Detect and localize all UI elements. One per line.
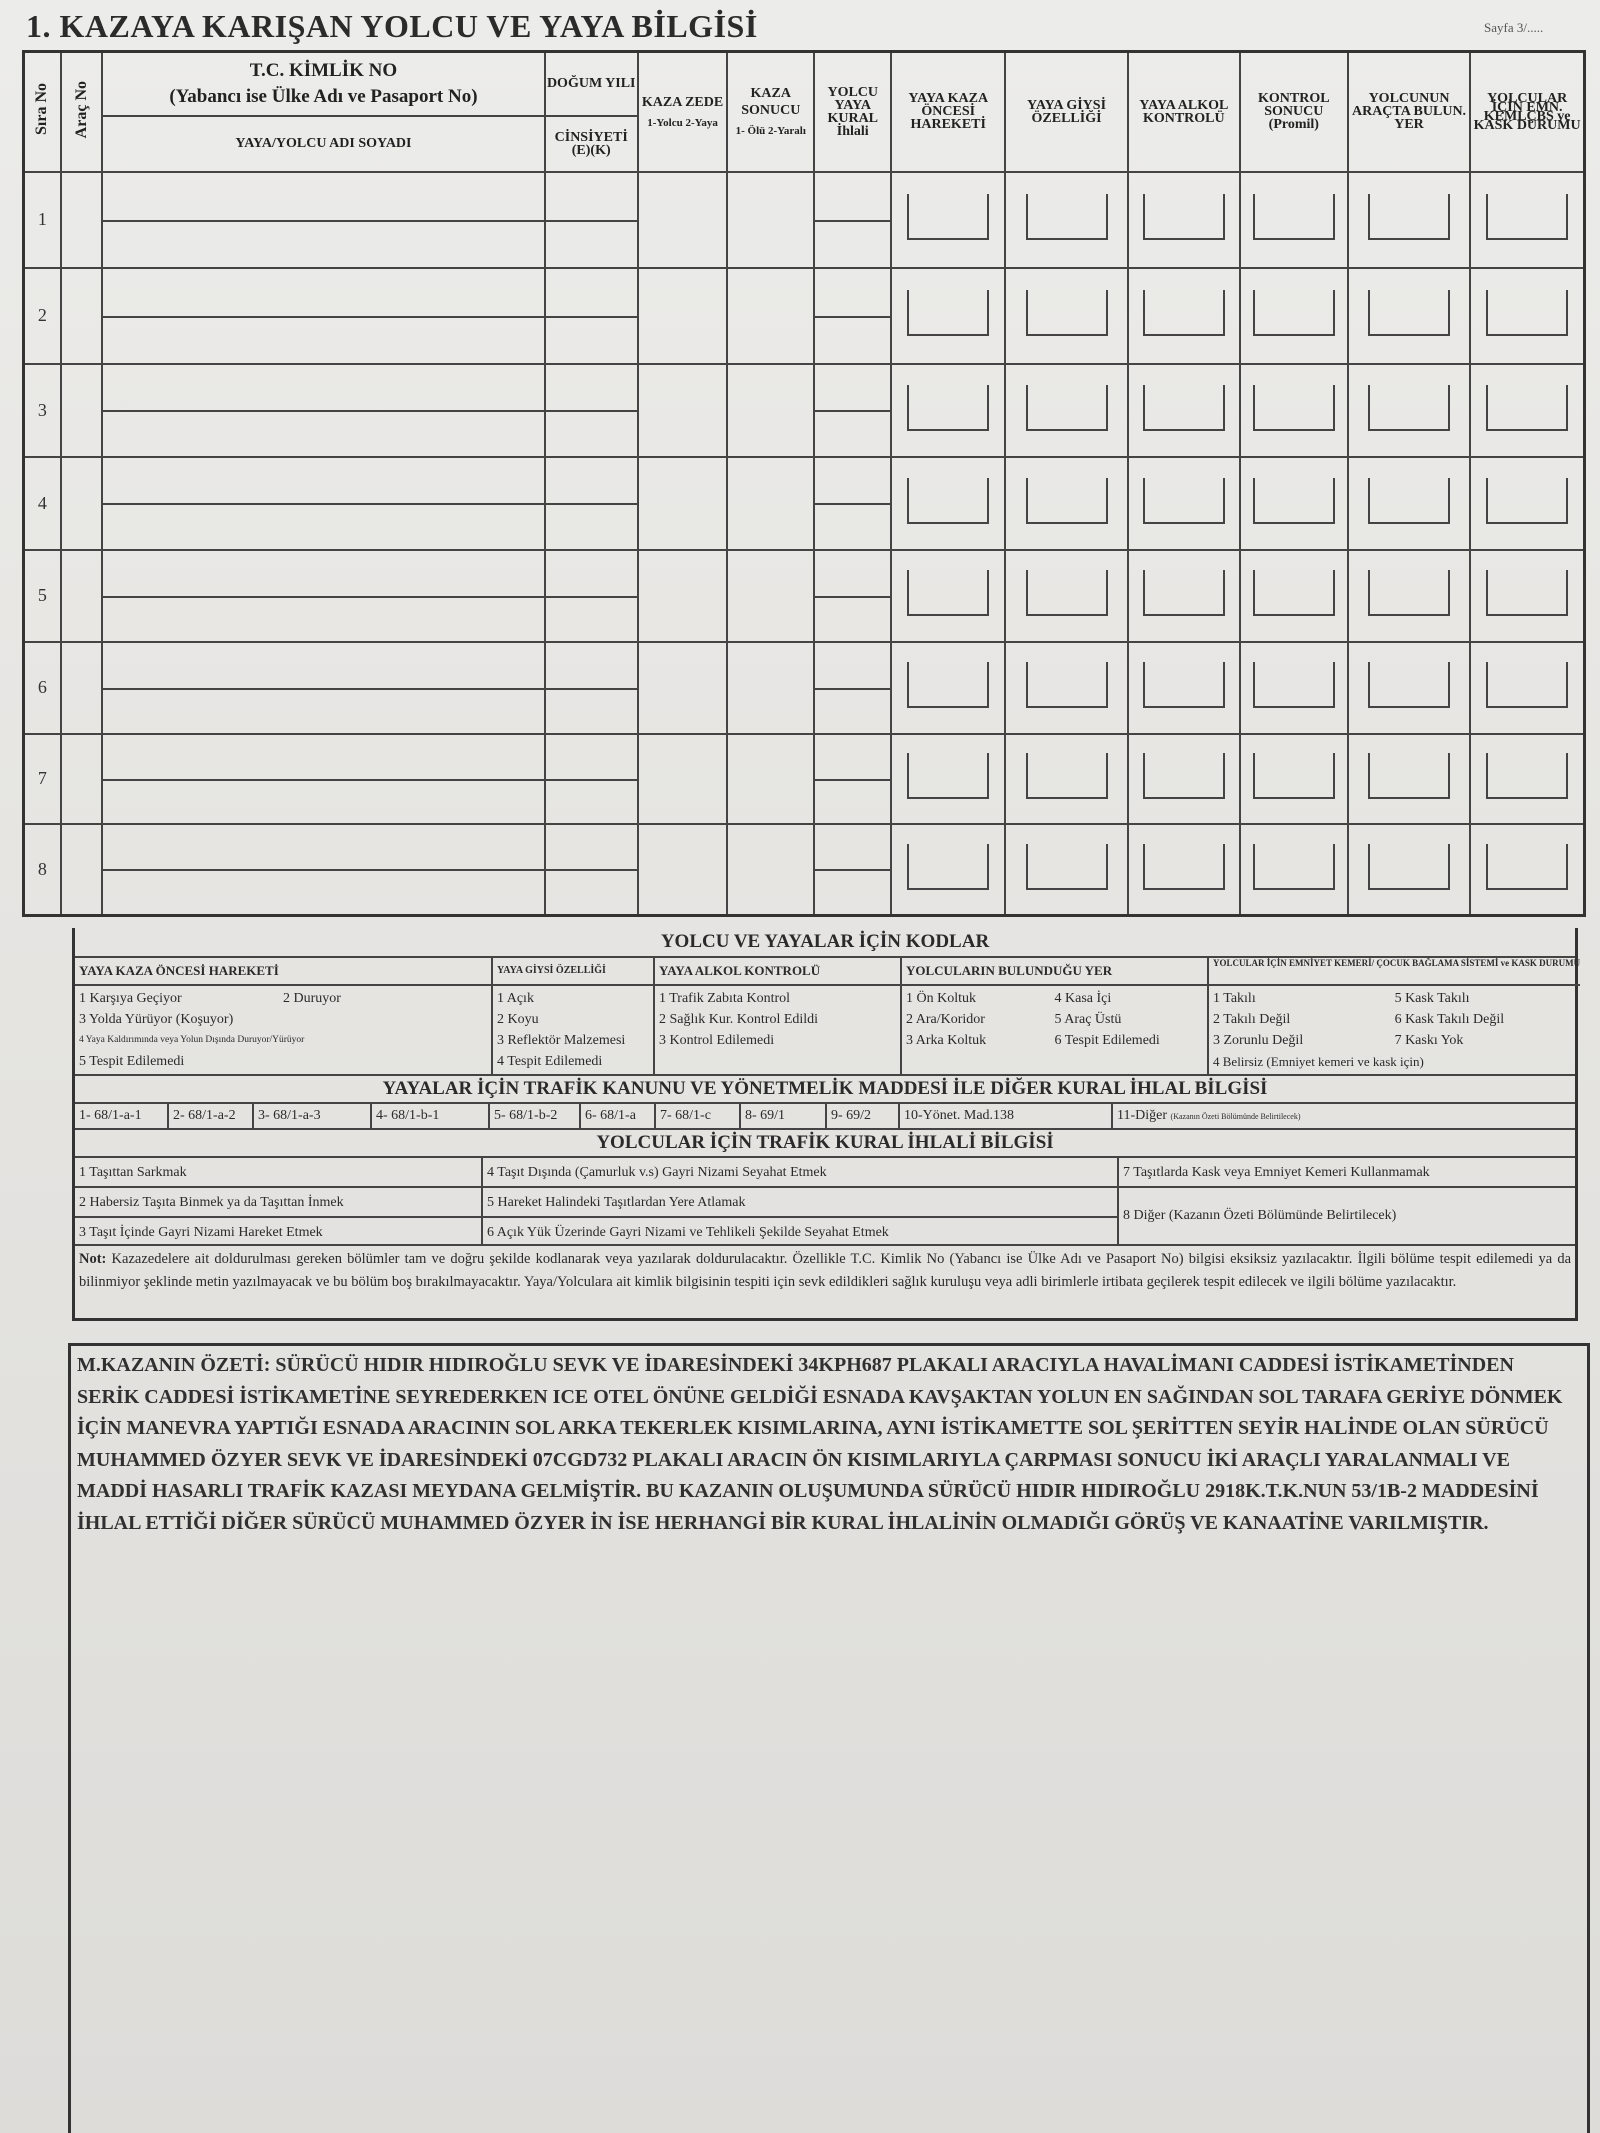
divider <box>546 869 637 871</box>
name-id-cell[interactable] <box>102 550 544 642</box>
codes-yer-head: YOLCULARIN BULUNDUĞU YER <box>902 958 1207 986</box>
code-item: 2 Ara/Koridor <box>906 1012 985 1027</box>
hareket-box[interactable] <box>907 570 989 616</box>
birth-gender-cell[interactable] <box>545 172 638 268</box>
name-id-cell[interactable] <box>102 642 544 734</box>
row-number <box>24 642 61 734</box>
giysi-box-cell[interactable] <box>1005 457 1127 550</box>
giysi-box[interactable] <box>1026 478 1108 524</box>
code-item: 1 Karşıya Geçiyor <box>79 991 182 1006</box>
divider <box>546 503 637 505</box>
divider <box>546 596 637 598</box>
kontrol-box-cell[interactable] <box>1240 268 1348 364</box>
yer-box-cell[interactable] <box>1348 457 1470 550</box>
codes-yer <box>902 958 1209 1074</box>
entry-row <box>24 734 1585 824</box>
yer-box-cell[interactable] <box>1348 172 1470 268</box>
note-text: Kazazedelere ait doldurulması gereken bölümler tam ve doğru şekilde kodlanarak veya yazılarak doldurulacaktır. Özellikle T.C. Kimlik No (Yabancı ise Ülke Adı ve Pasaport No) bilgisi eksiksiz yazılacaktır. İlgili bölüme tespit edilemedi ya da bilinmiyor şeklinde metin yazılmayacak ve bu bölüm boş bırakılmayacaktır. Yaya/Yolculara ait kimlik bilgisinin tespiti için sevk edildikleri sağlık kuruluşu veya adli birimlerle irtibata geçilerek tespit edilecek ve ilgili bölüme yazılacaktır. <box>79 1251 1572 1290</box>
yer-box[interactable] <box>1368 194 1450 240</box>
hareket-box[interactable] <box>907 753 989 799</box>
accident-summary <box>68 1343 1590 2133</box>
hareket-box[interactable] <box>907 478 989 524</box>
kontrol-box[interactable] <box>1253 290 1335 336</box>
alkol-box-cell[interactable] <box>1128 457 1240 550</box>
entry-row <box>24 172 1585 268</box>
code-item: 2 Sağlık Kur. Kontrol Edildi <box>659 1012 819 1027</box>
codes-hareket-list <box>75 986 491 1074</box>
code-item: 1 Takılı <box>1213 991 1256 1006</box>
code-item: 5 Tespit Edilemedi <box>79 1054 185 1069</box>
alkol-box-cell[interactable] <box>1128 734 1240 824</box>
yer-box[interactable] <box>1368 844 1450 890</box>
law-item: 10-Yönet. Mad.138 <box>900 1104 1113 1128</box>
code-item: 4 Yaya Kaldırımında veya Yolun Dışında Duruyor/Yürüyor <box>79 1035 305 1045</box>
divider <box>103 688 543 690</box>
codes-alkol-head: YAYA ALKOL KONTROLÜ <box>655 958 900 986</box>
alkol-box-cell[interactable] <box>1128 268 1240 364</box>
kontrol-box[interactable] <box>1253 194 1335 240</box>
kontrol-box-cell[interactable] <box>1240 824 1348 916</box>
yer-box[interactable] <box>1368 570 1450 616</box>
birth-gender-cell[interactable] <box>545 268 638 364</box>
emniyet-box-cell[interactable] <box>1470 642 1584 734</box>
violation-item: 3 Taşıt İçinde Gayri Nizami Hareket Etmek <box>75 1218 483 1244</box>
header-kontrol-sonucu: KONTROL SONUCU (Promil) <box>1240 52 1348 172</box>
alkol-box-cell[interactable] <box>1128 642 1240 734</box>
violation-item: 7 Taşıtlarda Kask veya Emniyet Kemeri Kullanmamak <box>1119 1158 1575 1188</box>
page-number: Sayfa 3/..... <box>1484 20 1544 35</box>
header-dogum-yili: DOĞUM YILI <box>545 52 638 116</box>
giysi-box[interactable] <box>1026 662 1108 708</box>
code-item: 3 Yolda Yürüyor (Koşuyor) <box>79 1012 234 1027</box>
kontrol-box-cell[interactable] <box>1240 172 1348 268</box>
kontrol-box[interactable] <box>1253 662 1335 708</box>
emniyet-box[interactable] <box>1486 662 1568 708</box>
kural-ihlali-cell[interactable] <box>814 550 891 642</box>
divider <box>546 410 637 412</box>
entry-row <box>24 457 1585 550</box>
header-cinsiyet: CİNSİYETİ (E)(K) <box>545 116 638 172</box>
divider <box>103 220 543 222</box>
row-number-label: 1 <box>37 209 47 229</box>
codes-emniyet-head: YOLCULAR İÇİN EMNİYET KEMERİ/ ÇOCUK BAĞLAMA SİSTEMİ ve KASK DURUMU <box>1209 958 1580 986</box>
row-number-label: 3 <box>37 399 47 420</box>
hareket-box[interactable] <box>907 844 989 890</box>
row-number <box>24 824 61 916</box>
code-item: 2 Duruyor <box>283 991 341 1006</box>
law-item: 5- 68/1-b-2 <box>490 1104 581 1128</box>
arac-no-cell[interactable] <box>61 364 103 457</box>
kontrol-box-cell[interactable] <box>1240 364 1348 457</box>
hareket-box-cell[interactable] <box>891 364 1005 457</box>
giysi-box[interactable] <box>1026 385 1108 431</box>
divider <box>103 596 543 598</box>
violations-title: YOLCULAR İÇİN TRAFİK KURAL İHLALİ BİLGİSİ <box>75 1130 1575 1158</box>
divider <box>815 316 890 318</box>
violation-item: 2 Habersiz Taşıta Binmek ya da Taşıttan İnmek <box>75 1188 483 1218</box>
law-items <box>75 1104 1575 1130</box>
divider <box>815 869 890 871</box>
divider <box>546 220 637 222</box>
kontrol-box[interactable] <box>1253 570 1335 616</box>
header-arac-no: Araç No <box>61 52 103 172</box>
kaza-sonucu-cell[interactable] <box>727 457 814 550</box>
law-item: 6- 68/1-a <box>581 1104 656 1128</box>
giysi-box-cell[interactable] <box>1005 734 1127 824</box>
name-id-cell[interactable] <box>102 172 544 268</box>
code-item: 2 Koyu <box>497 1012 539 1027</box>
emniyet-box[interactable] <box>1486 844 1568 890</box>
arac-no-cell[interactable] <box>61 824 103 916</box>
divider <box>546 779 637 781</box>
kontrol-box-cell[interactable] <box>1240 642 1348 734</box>
kontrol-box[interactable] <box>1253 385 1335 431</box>
hareket-box-cell[interactable] <box>891 824 1005 916</box>
birth-gender-cell[interactable] <box>545 734 638 824</box>
divider <box>815 596 890 598</box>
alkol-box-cell[interactable] <box>1128 172 1240 268</box>
entry-row <box>24 364 1585 457</box>
divider <box>103 503 543 505</box>
entry-row <box>24 550 1585 642</box>
codes-alkol-list <box>655 986 900 1053</box>
hareket-box[interactable] <box>907 662 989 708</box>
alkol-box[interactable] <box>1143 662 1225 708</box>
yer-box[interactable] <box>1368 290 1450 336</box>
divider <box>103 779 543 781</box>
codes-giysi-head: YAYA GİYSİ ÖZELLİĞİ <box>493 958 653 986</box>
entry-row <box>24 642 1585 734</box>
yer-box-cell[interactable] <box>1348 268 1470 364</box>
codes-giysi <box>493 958 655 1074</box>
summary-text: SÜRÜCÜ HIDIR HIDIROĞLU SEVK VE İDARESİNDEKİ 34KPH687 PLAKALI ARACIYLA HAVALİMANI CADDESİ İSTİKAMETİNDEN SERİK CADDESİ İSTİKAMETİNE SEYREDERKEN ICE OTEL ÖNÜNE GELDİĞİ ESNADA KAVŞAKTAN YOLUN EN SAĞINDAN SOL TARAFA GERİYE DÖNMEK İÇİN MANEVRA YAPTIĞI ESNADA ARACININ SOL ARKA TEKERLEK KISIMLARINA, AYNI İSTİKAMETTE SOL ŞERİTTEN SEYİR HALİNDE OLAN SÜRÜCÜ MUHAMMED ÖZYER SEVK VE İDARESİNDEKİ 07CGD732 PLAKALI ARACIN ÖN KISIMLARIYLA ÇARPMASI SONUCU İKİ ARAÇLI YARALANMALI VE MADDİ HASARLI TRAFİK KAZASI MEYDANA GELMİŞTİR. BU KAZANIN OLUŞUMUNDA SÜRÜCÜ HIDIR HIDIROĞLU 2918K.T.K.NUN 53/1B-2 MADDESİNİ İHLAL ETTİĞİ DİĞER SÜRÜCÜ MUHAMMED ÖZYER İN İSE HERHANGİ BİR KURAL İHLALİNİN OLMADIĞI GÖRÜŞ VE KANAATİNE VARILMIŞTIR. <box>77 1354 1563 1534</box>
law-item: 2- 68/1-a-2 <box>169 1104 254 1128</box>
hareket-box-cell[interactable] <box>891 268 1005 364</box>
kontrol-box-cell[interactable] <box>1240 734 1348 824</box>
kontrol-box[interactable] <box>1253 478 1335 524</box>
kazazede-cell[interactable] <box>638 642 727 734</box>
code-item: 5 Araç Üstü <box>1054 1012 1122 1027</box>
hareket-box-cell[interactable] <box>891 734 1005 824</box>
divider <box>546 688 637 690</box>
arac-no-cell[interactable] <box>61 268 103 364</box>
yer-box-cell[interactable] <box>1348 642 1470 734</box>
entry-row <box>24 268 1585 364</box>
code-item: 1 Açık <box>497 991 534 1006</box>
kural-ihlali-cell[interactable] <box>814 364 891 457</box>
violation-item: 4 Taşıt Dışında (Çamurluk v.s) Gayri Nizami Seyahat Etmek <box>483 1158 1119 1188</box>
kontrol-box-cell[interactable] <box>1240 457 1348 550</box>
alkol-box-cell[interactable] <box>1128 824 1240 916</box>
divider <box>103 410 543 412</box>
header-giysi-ozelligi: YAYA GİYSİ ÖZELLİĞİ <box>1005 52 1127 172</box>
code-item: 3 Zorunlu Değil <box>1213 1033 1304 1048</box>
row-number <box>24 550 61 642</box>
emniyet-box-cell[interactable] <box>1470 268 1584 364</box>
hareket-box-cell[interactable] <box>891 457 1005 550</box>
divider <box>815 503 890 505</box>
birth-gender-cell[interactable] <box>545 642 638 734</box>
kazazede-cell[interactable] <box>638 824 727 916</box>
yer-box-cell[interactable] <box>1348 824 1470 916</box>
codes-hareket <box>75 958 493 1074</box>
alkol-box[interactable] <box>1143 478 1225 524</box>
kural-ihlali-cell[interactable] <box>814 172 891 268</box>
codes-emniyet <box>1209 958 1580 1074</box>
emniyet-box-cell[interactable] <box>1470 172 1584 268</box>
arac-no-cell[interactable] <box>61 172 103 268</box>
yer-box[interactable] <box>1368 753 1450 799</box>
kaza-sonucu-cell[interactable] <box>727 642 814 734</box>
hareket-box-cell[interactable] <box>891 172 1005 268</box>
alkol-box[interactable] <box>1143 194 1225 240</box>
name-id-cell[interactable] <box>102 734 544 824</box>
emniyet-box-cell[interactable] <box>1470 364 1584 457</box>
kazazede-cell[interactable] <box>638 268 727 364</box>
law-item: 8- 69/1 <box>741 1104 827 1128</box>
code-item: 7 Kaskı Yok <box>1394 1033 1464 1048</box>
code-item: 5 Kask Takılı <box>1394 991 1470 1006</box>
kural-ihlali-cell[interactable] <box>814 642 891 734</box>
code-item: 6 Kask Takılı Değil <box>1394 1012 1505 1027</box>
law-item: 7- 68/1-c <box>656 1104 741 1128</box>
kaza-sonucu-cell[interactable] <box>727 824 814 916</box>
row-number <box>24 734 61 824</box>
divider <box>546 316 637 318</box>
code-item: 4 Tespit Edilemedi <box>497 1054 603 1069</box>
giysi-box-cell[interactable] <box>1005 364 1127 457</box>
giysi-box-cell[interactable] <box>1005 268 1127 364</box>
header-yolcu-yeri: YOLCUNUN ARAÇTA BULUN. YER <box>1348 52 1470 172</box>
alkol-box[interactable] <box>1143 570 1225 616</box>
alkol-box[interactable] <box>1143 753 1225 799</box>
kural-ihlali-cell[interactable] <box>814 457 891 550</box>
code-item: 1 Trafik Zabıta Kontrol <box>659 991 791 1006</box>
summary-label: M.KAZANIN ÖZETİ: <box>77 1354 271 1376</box>
giysi-box[interactable] <box>1026 753 1108 799</box>
divider <box>815 220 890 222</box>
alkol-box-cell[interactable] <box>1128 550 1240 642</box>
kaza-sonucu-cell[interactable] <box>727 734 814 824</box>
divider <box>103 869 543 871</box>
emniyet-box-cell[interactable] <box>1470 734 1584 824</box>
code-item: 4 Kasa İçi <box>1054 991 1112 1006</box>
emniyet-box[interactable] <box>1486 753 1568 799</box>
kaza-sonucu-cell[interactable] <box>727 268 814 364</box>
note-block <box>75 1246 1575 1318</box>
yer-box[interactable] <box>1368 478 1450 524</box>
yer-box[interactable] <box>1368 662 1450 708</box>
emniyet-box[interactable] <box>1486 290 1568 336</box>
codes-hareket-head: YAYA KAZA ÖNCESİ HAREKETİ <box>75 958 491 986</box>
alkol-box[interactable] <box>1143 385 1225 431</box>
divider <box>815 779 890 781</box>
emniyet-box[interactable] <box>1486 478 1568 524</box>
emniyet-box-cell[interactable] <box>1470 550 1584 642</box>
law-item-diger: 11-Diğer (Kazanın Özeti Bölümünde Belirtilecek) <box>1117 1108 1301 1123</box>
row-number-label: 6 <box>37 677 47 697</box>
giysi-box[interactable] <box>1026 570 1108 616</box>
row-number-label: 2 <box>37 305 47 325</box>
codes-title: YOLCU VE YAYALAR İÇİN KODLAR <box>75 928 1575 958</box>
emniyet-box[interactable] <box>1486 570 1568 616</box>
codes-section <box>72 928 1581 1321</box>
law-item: 4- 68/1-b-1 <box>372 1104 490 1128</box>
violation-item: 6 Açık Yük Üzerinde Gayri Nizami ve Tehlikeli Şekilde Seyahat Etmek <box>483 1218 1119 1244</box>
kaza-sonucu-cell[interactable] <box>727 550 814 642</box>
passenger-pedestrian-table <box>22 50 1586 917</box>
violation-item: 1 Taşıttan Sarkmak <box>75 1158 483 1188</box>
yer-box-cell[interactable] <box>1348 550 1470 642</box>
kaza-sonucu-cell[interactable] <box>727 172 814 268</box>
giysi-box-cell[interactable] <box>1005 824 1127 916</box>
yer-box-cell[interactable] <box>1348 364 1470 457</box>
alkol-box[interactable] <box>1143 290 1225 336</box>
header-emniyet-kemeri: YOLCULAR İÇİN EMN. KEMLÇBS ve KASK DURUMU <box>1470 52 1584 172</box>
hareket-box[interactable] <box>907 194 989 240</box>
kontrol-box[interactable] <box>1253 844 1335 890</box>
header-ad-soyad: YAYA/YOLCU ADI SOYADI <box>102 116 544 172</box>
kazazede-cell[interactable] <box>638 364 727 457</box>
alkol-box-cell[interactable] <box>1128 364 1240 457</box>
yer-box[interactable] <box>1368 385 1450 431</box>
hareket-box-cell[interactable] <box>891 550 1005 642</box>
hareket-box[interactable] <box>907 290 989 336</box>
giysi-box[interactable] <box>1026 290 1108 336</box>
header-sira-no: Sıra No <box>24 52 61 172</box>
codes-grid <box>75 958 1581 1076</box>
kazazede-cell[interactable] <box>638 457 727 550</box>
kural-ihlali-cell[interactable] <box>814 824 891 916</box>
code-item: 3 Kontrol Edilemedi <box>659 1033 775 1048</box>
emniyet-box-cell[interactable] <box>1470 457 1584 550</box>
birth-gender-cell[interactable] <box>545 550 638 642</box>
codes-emniyet-list <box>1209 986 1580 1074</box>
row-number <box>24 268 61 364</box>
emniyet-box[interactable] <box>1486 194 1568 240</box>
arac-no-cell[interactable] <box>61 550 103 642</box>
law-title: YAYALAR İÇİN TRAFİK KANUNU VE YÖNETMELİK MADDESİ İLE DİĞER KURAL İHLAL BİLGİSİ <box>75 1076 1575 1104</box>
name-id-cell[interactable] <box>102 824 544 916</box>
giysi-box-cell[interactable] <box>1005 172 1127 268</box>
code-item: 6 Tespit Edilemedi <box>1054 1033 1160 1048</box>
codes-alkol <box>655 958 902 1074</box>
note-label: Not: <box>79 1251 107 1267</box>
hareket-box-cell[interactable] <box>891 642 1005 734</box>
row-number <box>24 364 61 457</box>
birth-gender-cell[interactable] <box>545 364 638 457</box>
row-number-label: 5 <box>37 585 47 605</box>
hareket-box[interactable] <box>907 385 989 431</box>
row-number-label: 8 <box>37 858 47 879</box>
divider <box>815 688 890 690</box>
document-title: 1. KAZAYA KARIŞAN YOLCU VE YAYA BİLGİSİ <box>26 8 758 44</box>
kural-ihlali-cell[interactable] <box>814 268 891 364</box>
emniyet-box-cell[interactable] <box>1470 824 1584 916</box>
code-item: 3 Reflektör Malzemesi <box>497 1033 626 1048</box>
header-tc-kimlik: T.C. KİMLİK NO (Yabancı ise Ülke Adı ve Pasaport No) <box>102 52 544 116</box>
violation-item: 5 Hareket Halindeki Taşıtlardan Yere Atlamak <box>483 1188 1119 1218</box>
kontrol-box[interactable] <box>1253 753 1335 799</box>
code-item: 4 Belirsiz (Emniyet kemeri ve kask için) <box>1213 1054 1424 1069</box>
row-number-label: 7 <box>37 768 47 788</box>
header-kaza-sonucu: KAZA SONUCU 1- Ölü 2-Yaralı <box>727 52 814 172</box>
code-item: 3 Arka Koltuk <box>906 1033 987 1048</box>
birth-gender-cell[interactable] <box>545 457 638 550</box>
kazazede-cell[interactable] <box>638 734 727 824</box>
violations-grid <box>75 1158 1575 1246</box>
giysi-box[interactable] <box>1026 844 1108 890</box>
law-item: 9- 69/2 <box>827 1104 900 1128</box>
giysi-box-cell[interactable] <box>1005 642 1127 734</box>
birth-gender-cell[interactable] <box>545 824 638 916</box>
divider <box>103 316 543 318</box>
row-number <box>24 172 61 268</box>
kaza-sonucu-cell[interactable] <box>727 364 814 457</box>
giysi-box-cell[interactable] <box>1005 550 1127 642</box>
code-item: 2 Takılı Değil <box>1213 1012 1291 1027</box>
name-id-cell[interactable] <box>102 364 544 457</box>
arac-no-cell[interactable] <box>61 734 103 824</box>
arac-no-cell[interactable] <box>61 457 103 550</box>
violation-item: 8 Diğer (Kazanın Özeti Bölümünde Belirtilecek) <box>1123 1208 1397 1223</box>
header-kural-ihlali: YOLCU YAYA KURAL İhlali <box>814 52 891 172</box>
row-number-label: 4 <box>37 492 47 513</box>
header-yaya-hareketi: YAYA KAZA ÖNCESİ HAREKETİ <box>891 52 1005 172</box>
row-number <box>24 457 61 550</box>
divider <box>815 410 890 412</box>
kazazede-cell[interactable] <box>638 550 727 642</box>
header-alkol-kontrolu: YAYA ALKOL KONTROLÜ <box>1128 52 1240 172</box>
yer-box-cell[interactable] <box>1348 734 1470 824</box>
giysi-box[interactable] <box>1026 194 1108 240</box>
emniyet-box[interactable] <box>1486 385 1568 431</box>
arac-no-cell[interactable] <box>61 642 103 734</box>
kazazede-cell[interactable] <box>638 172 727 268</box>
kontrol-box-cell[interactable] <box>1240 550 1348 642</box>
code-item: 1 Ön Koltuk <box>906 991 976 1006</box>
law-item: 3- 68/1-a-3 <box>254 1104 372 1128</box>
codes-yer-list <box>902 986 1207 1053</box>
entry-row <box>24 824 1585 916</box>
law-item: 1- 68/1-a-1 <box>75 1104 169 1128</box>
header-kazazede: KAZA ZEDE 1-Yolcu 2-Yaya <box>638 52 727 172</box>
alkol-box[interactable] <box>1143 844 1225 890</box>
kural-ihlali-cell[interactable] <box>814 734 891 824</box>
name-id-cell[interactable] <box>102 457 544 550</box>
name-id-cell[interactable] <box>102 268 544 364</box>
codes-giysi-list <box>493 986 653 1074</box>
